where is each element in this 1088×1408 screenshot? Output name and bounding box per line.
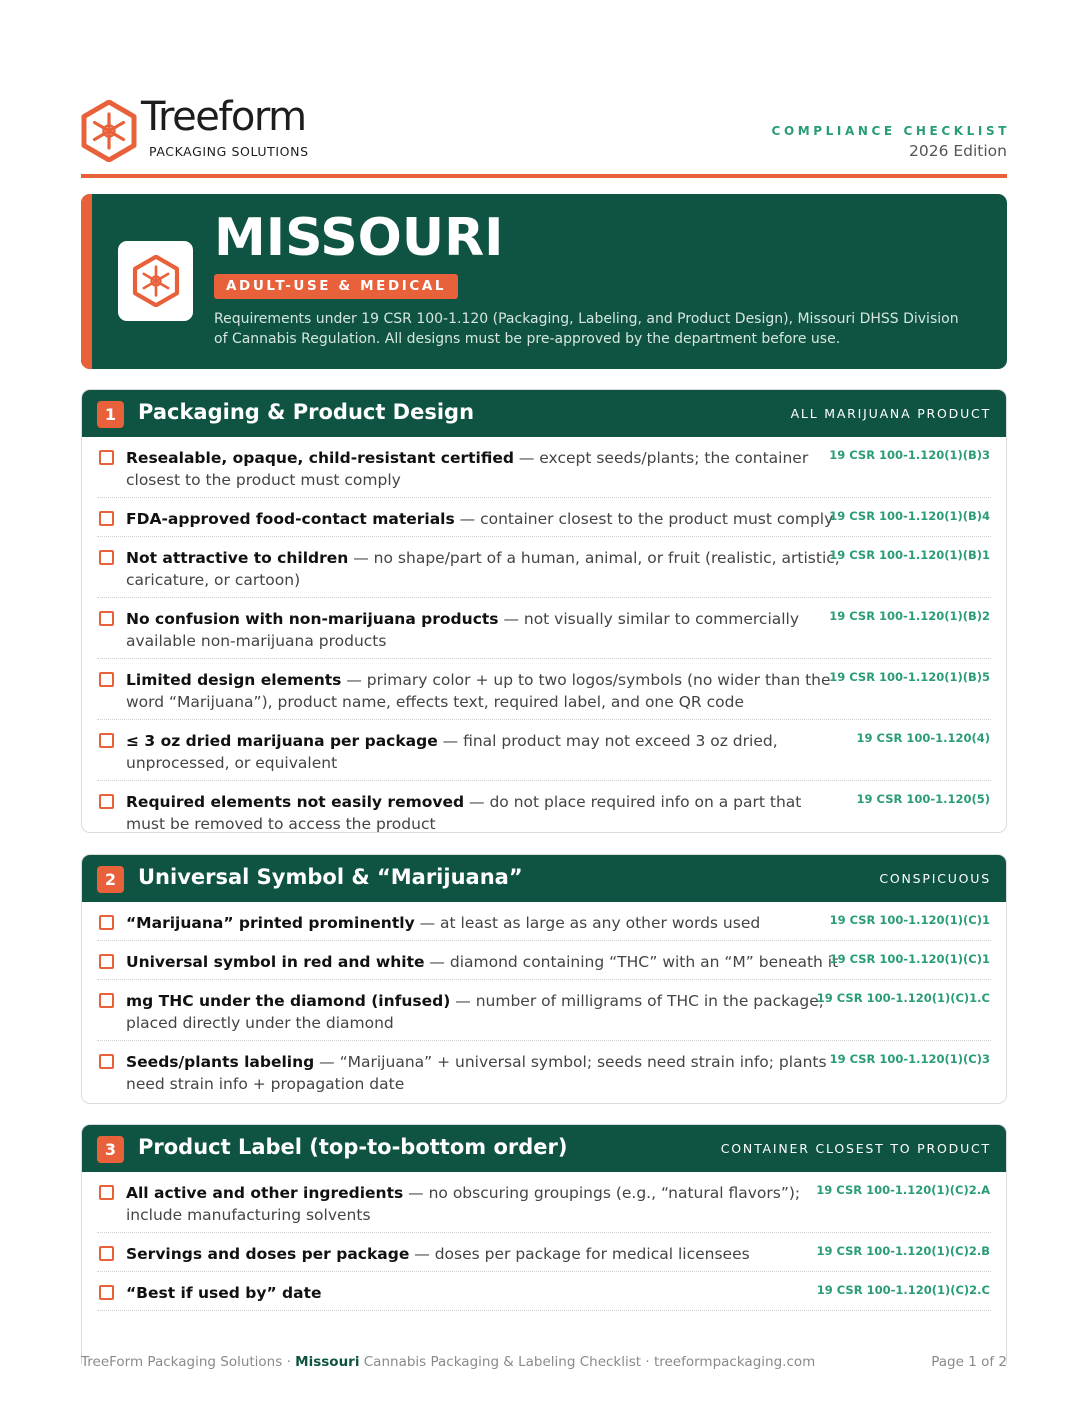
item-text: [126, 1182, 841, 1226]
section-header: [82, 1125, 1006, 1172]
page-footer: [81, 1354, 1007, 1370]
section-number: 1: [97, 401, 124, 428]
section-title: Product Label (top-to-bottom order): [138, 1135, 568, 1159]
checklist-item: [97, 941, 991, 980]
item-requirement: Servings and doses per package: [126, 1245, 410, 1263]
checkbox[interactable]: [99, 550, 114, 565]
regulation-citation: 19 CSR 100-1.120(1)(C)2.B: [816, 1244, 990, 1258]
item-requirement: mg THC under the diamond (infused): [126, 992, 451, 1010]
checklist-item: [97, 1272, 991, 1311]
item-text: [126, 1282, 841, 1304]
hexagon-asterisk-logo-icon: [81, 100, 137, 162]
item-requirement: ≤ 3 oz dried marijuana per package: [126, 732, 438, 750]
footer-website: treeformpackaging.com: [653, 1354, 816, 1370]
regulation-citation: 19 CSR 100-1.120(1)(B)5: [829, 670, 990, 684]
item-detail: — at least as large as any other words used: [414, 914, 761, 932]
footer-doc-title: Cannabis Packaging & Labeling Checklist: [359, 1354, 642, 1370]
item-text: [126, 912, 841, 934]
checklist-item: [97, 598, 991, 659]
hero-accent-bar: [81, 194, 92, 369]
item-text: [126, 990, 841, 1034]
checkbox[interactable]: [99, 511, 114, 526]
section-header: [82, 390, 1006, 437]
checklist-section: [81, 1124, 1007, 1364]
checkbox[interactable]: [99, 672, 114, 687]
item-text: [126, 1051, 841, 1095]
footer-state: Missouri: [295, 1354, 360, 1370]
item-requirement: FDA-approved food-contact materials: [126, 510, 455, 528]
treeform-logo: [81, 94, 321, 164]
state-hero-banner: [81, 194, 1007, 369]
item-detail: — no shape/part of a human, animal, or fruit (realistic, artistic, caricature, or cartoon): [126, 549, 840, 589]
checkbox[interactable]: [99, 1185, 114, 1200]
item-text: [126, 951, 841, 973]
header-divider: [81, 174, 1007, 178]
hexagon-asterisk-icon: [132, 255, 180, 307]
page-header: [81, 94, 1010, 164]
item-detail: — no obscuring groupings (e.g., “natural flavors”); include manufacturing solvents: [126, 1184, 801, 1224]
item-detail: — “Marijuana” + universal symbol; seeds need strain info; plants need strain info + propagation date: [126, 1053, 827, 1093]
item-requirement: Not attractive to children: [126, 549, 349, 567]
checklist-item: [97, 437, 991, 498]
item-detail: — except seeds/plants; the container closest to the product must comply: [126, 449, 809, 489]
checkbox[interactable]: [99, 993, 114, 1008]
section-body: [82, 1172, 1006, 1311]
checklist-item: [97, 980, 991, 1041]
regulation-citation: 19 CSR 100-1.120(1)(C)3: [829, 1052, 990, 1066]
item-text: [126, 1243, 841, 1265]
regulation-citation: 19 CSR 100-1.120(5): [856, 792, 990, 806]
section-title: Packaging & Product Design: [138, 400, 475, 424]
checklist-item: [97, 902, 991, 941]
section-scope-tag: CONTAINER CLOSEST TO PRODUCT: [720, 1141, 991, 1156]
item-detail: — number of milligrams of THC in the package, placed directly under the diamond: [126, 992, 824, 1032]
regulation-citation: 19 CSR 100-1.120(1)(B)2: [829, 609, 990, 623]
section-scope-tag: CONSPICUOUS: [879, 871, 991, 886]
state-title: MISSOURI: [214, 208, 504, 268]
section-title: Universal Symbol & “Marijuana”: [138, 865, 523, 889]
item-detail: — primary color + up to two logos/symbols (no wider than the word “Marijuana”), product name, effects text, required label, and one QR code: [126, 671, 831, 711]
regulation-citation: 19 CSR 100-1.120(1)(B)1: [829, 548, 990, 562]
item-requirement: Universal symbol in red and white: [126, 953, 425, 971]
footer-credit: TreeForm Packaging Solutions · Missouri Cannabis Packaging & Labeling Checklist · treeformpackaging.com: [81, 1354, 816, 1370]
checklist-item: [97, 781, 991, 833]
hero-logo-tile: [118, 241, 193, 321]
regulation-citation: 19 CSR 100-1.120(1)(B)3: [829, 448, 990, 462]
checklist-section: [81, 854, 1007, 1104]
item-detail: — doses per package for medical licensees: [409, 1245, 750, 1263]
checkbox[interactable]: [99, 1285, 114, 1300]
item-text: [126, 508, 841, 530]
market-badge: ADULT-USE & MEDICAL: [214, 274, 458, 299]
checkbox[interactable]: [99, 1246, 114, 1261]
item-text: [126, 447, 841, 491]
section-body: [82, 437, 1006, 833]
section-number: 2: [97, 866, 124, 893]
item-text: [126, 669, 841, 713]
checklist-item: [97, 1172, 991, 1233]
regulation-citation: 19 CSR 100-1.120(1)(C)2.C: [816, 1283, 990, 1297]
item-text: [126, 547, 841, 591]
regulation-citation: 19 CSR 100-1.120(1)(B)4: [829, 509, 990, 523]
item-text: [126, 730, 841, 774]
checklist-item: [97, 498, 991, 537]
item-requirement: No confusion with non-marijuana products: [126, 610, 499, 628]
header-meta: [771, 124, 1010, 160]
edition-label: 2026 Edition: [908, 142, 1007, 160]
regulation-citation: 19 CSR 100-1.120(1)(C)1: [829, 952, 990, 966]
checkbox[interactable]: [99, 450, 114, 465]
section-body: [82, 902, 1006, 1101]
section-scope-tag: ALL MARIJUANA PRODUCT: [790, 406, 991, 421]
item-requirement: Limited design elements: [126, 671, 342, 689]
checkbox[interactable]: [99, 794, 114, 809]
page-number: Page 1 of 2: [931, 1354, 1007, 1370]
checklist-item: [97, 720, 991, 781]
checkbox[interactable]: [99, 915, 114, 930]
item-text: [126, 791, 841, 833]
checkbox[interactable]: [99, 733, 114, 748]
regulation-citation: 19 CSR 100-1.120(1)(C)2.A: [816, 1183, 990, 1197]
item-text: [126, 608, 841, 652]
checkbox[interactable]: [99, 954, 114, 969]
brand-subtitle: PACKAGING SOLUTIONS: [149, 144, 309, 159]
checklist-item: [97, 1041, 991, 1101]
checklist-item: [97, 1233, 991, 1272]
checklist-item: [97, 659, 991, 720]
item-detail: — container closest to the product must comply: [454, 510, 834, 528]
section-header: [82, 855, 1006, 902]
item-requirement: “Best if used by” date: [126, 1284, 322, 1302]
regulation-citation: 19 CSR 100-1.120(1)(C)1.C: [816, 991, 990, 1005]
section-number: 3: [97, 1136, 124, 1163]
footer-company: TreeForm Packaging Solutions: [81, 1354, 283, 1370]
hero-description: Requirements under 19 CSR 100-1.120 (Packaging, Labeling, and Product Design), Missouri DHSS Division of Cannabis Regulation. All designs must be pre-approved by the department before use.: [214, 311, 959, 347]
checkbox[interactable]: [99, 611, 114, 626]
checklist-kicker: COMPLIANCE CHECKLIST: [771, 124, 1010, 138]
regulation-citation: 19 CSR 100-1.120(4): [856, 731, 990, 745]
checkbox[interactable]: [99, 1054, 114, 1069]
item-detail: — do not place required info on a part that must be removed to access the product: [126, 793, 802, 833]
item-requirement: “Marijuana” printed prominently: [126, 914, 415, 932]
item-detail: — final product may not exceed 3 oz dried, unprocessed, or equivalent: [126, 732, 778, 772]
item-detail: — diamond containing “THC” with an “M” beneath it: [424, 953, 839, 971]
item-requirement: All active and other ingredients: [126, 1184, 404, 1202]
checklist-section: [81, 389, 1007, 833]
regulation-citation: 19 CSR 100-1.120(1)(C)1: [829, 913, 990, 927]
item-requirement: Required elements not easily removed: [126, 793, 465, 811]
item-detail: — not visually similar to commercially available non-marijuana products: [126, 610, 800, 650]
checklist-item: [97, 537, 991, 598]
brand-name: Treeform: [141, 94, 306, 140]
item-requirement: Seeds/plants labeling: [126, 1053, 315, 1071]
item-requirement: Resealable, opaque, child-resistant certified: [126, 449, 514, 467]
